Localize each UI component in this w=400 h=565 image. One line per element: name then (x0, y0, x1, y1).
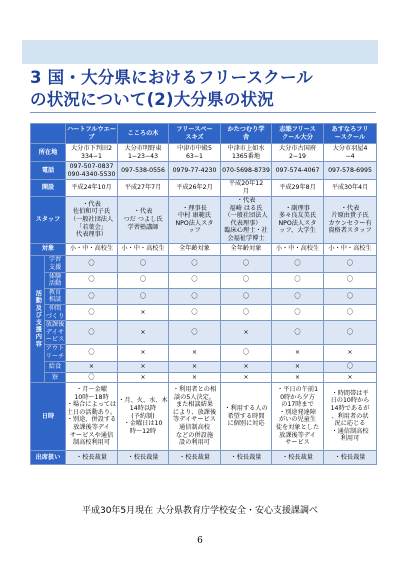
cell-line: に個別に対応 (227, 420, 265, 428)
cell-staff (169, 197, 221, 244)
circle-mark: 〇 (118, 255, 169, 272)
cell-line: 設の利用可 (179, 439, 210, 447)
row-phone (31, 162, 377, 180)
cell-staff (118, 197, 169, 244)
source-caption: 平成30年5月現在 大分県教育庁学校安全・安心支援課調べ (81, 506, 319, 516)
cell-line: ・時間帯は平 (331, 389, 369, 397)
cell-line: あすなろフリ (331, 125, 369, 133)
cell-line: （一般社団法人 (224, 212, 268, 220)
cell-line: 10時〜18時 (74, 393, 109, 401)
cell-phone (324, 162, 377, 180)
free-school-table (30, 123, 377, 465)
cell-line: 会福祉学博士 (227, 234, 265, 242)
cell-line: −4 (345, 152, 355, 160)
cell-line: ・金曜日は10 (123, 420, 163, 428)
title-line-1: 3 国・大分県におけるフリースクール (30, 68, 314, 87)
circle-mark: 〇 (118, 288, 169, 304)
column-header (272, 124, 324, 144)
cell-line: 給食 (48, 363, 62, 371)
circle-mark: 〇 (169, 288, 221, 304)
row-activity (31, 321, 377, 345)
column-header (324, 124, 377, 144)
cell-line: ービス (45, 336, 65, 344)
activity-label (45, 372, 66, 382)
header-corner (31, 124, 66, 144)
cell-opened (324, 180, 377, 197)
title-line-2: の状況について(2)大分県の状況 (30, 90, 274, 109)
cell-schedule (118, 382, 169, 450)
cell-line: 平成20年12 (228, 180, 264, 188)
cell-line: リーチ (45, 352, 65, 360)
cell-line: 大分市羽屋4 (332, 144, 368, 152)
cell-line: 334−1 (81, 152, 102, 160)
cell-line: 福崎 はる氏 (229, 204, 263, 212)
activity-label (45, 304, 66, 320)
cell-line: 支援 (48, 263, 62, 271)
cell-line: ッフ (188, 227, 201, 235)
cross-mark: × (118, 372, 169, 382)
cell-line: ・通信制高校 (331, 427, 369, 435)
cell-line: 通信制高校 (179, 424, 210, 431)
circle-mark: 〇 (169, 321, 221, 345)
circle-mark: 〇 (221, 255, 272, 272)
circle-mark: 〇 (66, 255, 118, 272)
cell-opened (221, 180, 272, 197)
cell-line: 代表理事） (230, 219, 262, 227)
cell-attendance: ・校長裁量 (272, 450, 324, 464)
cell-schedule (221, 382, 272, 450)
cell-line: かたつむり学 (227, 125, 265, 133)
cell-line: ッフ、大学生 (279, 227, 316, 235)
cross-mark: × (66, 361, 118, 372)
circle-mark: 〇 (221, 304, 272, 320)
cell-phone (221, 162, 272, 180)
row-label-opened: 開設 (31, 180, 66, 197)
circle-mark: 〇 (169, 304, 221, 320)
circle-mark: 〇 (272, 288, 324, 304)
page-number: 6 (197, 536, 203, 546)
cell-line: 小・中・高校生 (328, 245, 372, 253)
cell-line: 2−19 (289, 152, 306, 160)
cell-line: 活動 (48, 280, 62, 288)
page-title (30, 67, 390, 111)
cell-line: 中津市中殿5 (177, 144, 212, 152)
cell-opened (272, 180, 324, 197)
cell-line: 全年齢対象 (230, 245, 262, 253)
cell-target (169, 243, 221, 255)
row-label-location: 所在地 (31, 144, 66, 162)
cross-mark: × (272, 372, 324, 382)
row-activity (31, 288, 377, 304)
cell-opened (66, 180, 118, 197)
cell-line: ・代表 (82, 200, 101, 208)
cell-line: つだ つよし氏 (123, 215, 163, 223)
cell-line: 資格者スタッフ (328, 227, 372, 235)
cross-mark: × (324, 344, 377, 361)
cell-line: 代表理事） (76, 231, 107, 239)
cell-staff (66, 197, 118, 244)
circle-mark: 〇 (66, 288, 118, 304)
cell-line: 放課後等デイ (73, 424, 110, 431)
circle-mark: 〇 (324, 288, 377, 304)
cell-line: 体験 (48, 272, 62, 280)
cross-mark: × (118, 361, 169, 372)
cell-line: また相談結果 (175, 401, 214, 409)
cell-line: 利用可 (340, 435, 360, 443)
cell-line: 等デイサービス (173, 416, 216, 424)
cell-line: 志築フリース (279, 125, 316, 133)
cell-line: 希望する時間 (227, 412, 265, 420)
cross-mark: × (221, 372, 272, 382)
cell-line: 佐伯和可子氏 (72, 208, 111, 216)
cell-location (221, 144, 272, 162)
circle-mark: 〇 (66, 372, 118, 382)
cell-staff (221, 197, 272, 244)
cross-mark: × (324, 372, 377, 382)
cell-line: 14時であるが (330, 405, 370, 413)
cell-phone (169, 162, 221, 180)
cell-line: 大分市下判田2 (70, 144, 113, 152)
cell-line: 平成24年10月 (71, 184, 112, 192)
cell-line: 多々良友美氏 (278, 212, 317, 220)
circle-mark: 〇 (324, 321, 377, 345)
cell-line: 時〜12時 (129, 427, 157, 435)
row-label-schedule: 日時 (31, 382, 66, 450)
cell-line: ・代表 (133, 208, 153, 216)
cross-mark: × (272, 344, 324, 361)
cell-line: ・代表 (340, 204, 360, 212)
cell-location (272, 144, 324, 162)
cell-line: ・平日の午前1 (276, 386, 319, 394)
cell-line: ・場合によっては (66, 401, 117, 409)
cell-line: 臨床心理士・社 (224, 227, 268, 235)
row-activity (31, 344, 377, 361)
circle-mark: 〇 (272, 272, 324, 288)
cell-phone (66, 162, 118, 180)
cell-line: 中津市上如水 (227, 144, 265, 152)
cell-line: 放課後等デイ (279, 431, 316, 439)
circle-mark: 〇 (324, 272, 377, 288)
activity-label (45, 344, 66, 361)
cell-line: 070-5698-8739 (222, 166, 270, 174)
cell-opened (118, 180, 169, 197)
cell-schedule (66, 382, 118, 450)
cross-mark: × (169, 372, 221, 382)
cell-line: 14時以降 (129, 405, 157, 413)
cell-line: 小・中・高校生 (121, 245, 165, 253)
cell-line: などの併設施 (175, 431, 214, 439)
cell-line: 63−1 (186, 152, 203, 160)
cell-line: （一般社団法人 (69, 215, 114, 223)
cell-line: 1−23−43 (127, 152, 159, 160)
cell-staff (324, 197, 377, 244)
cell-line: 、利用者の状 (331, 412, 369, 420)
activity-label (45, 361, 66, 372)
row-label-attendance: 出席扱い (31, 450, 66, 464)
cell-location (66, 144, 118, 162)
cell-line: 制高校利用可 (72, 439, 111, 447)
cell-line: 大分市明野東 (124, 144, 162, 152)
row-schedule (31, 382, 377, 450)
circle-mark: 〇 (272, 304, 324, 320)
row-activity (31, 304, 377, 320)
cell-line: フリースペー (176, 125, 213, 133)
cell-schedule (324, 382, 377, 450)
cell-staff (272, 197, 324, 244)
cell-line: 徒を対象とした (275, 424, 320, 431)
cell-line: 学習塾講師 (127, 223, 159, 231)
cell-line: 況に応じる (334, 420, 366, 428)
cell-line: ・別途発達障 (278, 408, 317, 416)
row-label-staff: スタッフ (31, 197, 66, 244)
cell-target (118, 243, 169, 255)
cell-line: カウンセラー有 (328, 219, 372, 227)
top-banner-bar (22, 40, 378, 64)
cell-line: サービス (285, 439, 310, 447)
column-header (221, 124, 272, 144)
cell-line: 教育 (48, 288, 62, 296)
circle-mark: 〇 (221, 344, 272, 361)
circle-mark: 〇 (66, 304, 118, 320)
circle-mark: 〇 (169, 255, 221, 272)
cell-line: ースクール (334, 133, 366, 141)
circle-mark: 〇 (66, 344, 118, 361)
header-row (31, 124, 377, 144)
cell-line: 放課後 (45, 321, 65, 329)
circle-mark: 〇 (118, 272, 169, 288)
cell-target (272, 243, 324, 255)
row-activity (31, 272, 377, 288)
cell-schedule (169, 382, 221, 450)
cell-line: サービスや通信 (69, 431, 114, 439)
row-target (31, 243, 377, 255)
cell-attendance: ・校長裁量 (221, 450, 272, 464)
cell-line: 中村 康範氏 (178, 212, 211, 220)
cell-opened (169, 180, 221, 197)
circle-mark: 〇 (66, 321, 118, 345)
cross-mark: × (169, 344, 221, 361)
circle-mark: 〇 (221, 272, 272, 288)
cell-line: 大分市古国府 (278, 144, 317, 152)
circle-mark: 〇 (324, 361, 377, 372)
cell-attendance: ・校長裁量 (66, 450, 118, 464)
cell-line: NPO法人スタ (278, 219, 317, 227)
row-location (31, 144, 377, 162)
column-header (118, 124, 169, 144)
cross-mark: × (221, 361, 272, 372)
cell-line: (予約制) (131, 412, 155, 420)
title-underline (30, 112, 376, 113)
cell-line: 090-4340-5530 (67, 170, 116, 178)
circle-mark: 〇 (169, 272, 221, 288)
row-attendance (31, 450, 377, 464)
cell-line: づくり (45, 312, 65, 320)
cell-line: こころの木 (127, 129, 159, 137)
cell-line: 0時から夕方 (280, 393, 315, 401)
cell-line: ・代表 (236, 197, 256, 204)
column-header (66, 124, 118, 144)
circle-mark: 〇 (221, 288, 272, 304)
cell-line: ・利用者との相 (172, 386, 217, 394)
cell-line: NPO法人スタ (175, 219, 214, 227)
cell-attendance: ・校長裁量 (324, 450, 377, 464)
cell-line: 全年齢対象 (179, 245, 210, 253)
cross-mark: × (169, 361, 221, 372)
row-staff (31, 197, 377, 244)
cell-line: 1365番地 (231, 152, 261, 160)
circle-mark: 〇 (66, 272, 118, 288)
cell-line: ハートフルウエー (66, 125, 117, 133)
row-opened (31, 180, 377, 197)
cross-mark: × (118, 321, 169, 345)
row-activity (31, 255, 377, 272)
activity-label (45, 255, 66, 272)
cell-target (324, 243, 377, 255)
cell-line: 平成30年4月 (331, 184, 369, 192)
circle-mark: 〇 (324, 255, 377, 272)
cross-mark: × (118, 344, 169, 361)
cell-line: 寮 (51, 373, 59, 381)
cell-line: 学習 (48, 255, 62, 263)
cell-phone (272, 162, 324, 180)
column-header (169, 124, 221, 144)
cell-line: の17時まで (281, 401, 314, 409)
cell-line: スキズ (185, 133, 204, 141)
row-activity (31, 361, 377, 372)
cell-line: 土日の活動あり。 (66, 408, 117, 416)
cell-line: 平成27年7月 (124, 184, 162, 192)
cell-line: により、放課後 (172, 408, 217, 416)
cell-line: 月 (242, 188, 250, 195)
row-label-phone: 電話 (31, 162, 66, 180)
cell-line: 片原由貴子氏 (331, 212, 369, 220)
circle-mark: 〇 (272, 255, 324, 272)
cross-mark: × (118, 304, 169, 320)
circle-mark: 〇 (324, 304, 377, 320)
cell-line: 小・中・高校生 (275, 245, 320, 253)
cell-location (118, 144, 169, 162)
cell-line: ・利用する人の (224, 405, 268, 413)
cell-line: 097-507-0837 (69, 162, 114, 170)
cell-target (221, 243, 272, 255)
cell-line: ・副理事 (285, 204, 310, 212)
activity-group-label: 活動及び支援内容 (31, 255, 45, 382)
cell-line: 平成29年8月 (279, 184, 316, 192)
cell-line: クール大分 (282, 133, 313, 141)
cell-target (66, 243, 118, 255)
activity-label (45, 288, 66, 304)
cell-line: 097-574-4067 (275, 166, 320, 174)
cell-line: 仲間 (48, 304, 62, 312)
cell-line: 談の5人決定。 (173, 393, 216, 401)
row-label-target: 対象 (31, 243, 66, 255)
cell-schedule (272, 382, 324, 450)
activity-label (45, 272, 66, 288)
circle-mark: 〇 (272, 321, 324, 345)
cell-line: ・月〜金曜 (76, 386, 107, 394)
cell-line: ・月、火、水、木 (118, 397, 168, 405)
cell-line: 「若葉会」 (76, 223, 107, 231)
cell-line: アウト (45, 345, 65, 353)
cell-line: 097-538-0556 (121, 166, 165, 174)
cell-line: 日の10時から (330, 397, 370, 405)
cell-location (324, 144, 377, 162)
cell-line: がいの児童生 (278, 416, 317, 424)
cross-mark: × (221, 321, 272, 345)
cell-line: ブ (88, 133, 95, 141)
row-activity (31, 372, 377, 382)
cell-line: 舎 (242, 133, 250, 141)
cell-line: ・理事長 (182, 204, 207, 212)
cell-attendance: ・校長裁量 (118, 450, 169, 464)
cell-line: 097-578-6995 (328, 166, 372, 174)
cell-phone (118, 162, 169, 180)
activity-label (45, 321, 66, 345)
cell-location (169, 144, 221, 162)
cell-line: 小・中・高校生 (69, 245, 114, 253)
cell-line: デイサ (45, 328, 65, 336)
cell-line: 0979-77-4230 (172, 166, 217, 174)
cell-line: 平成26年2月 (176, 184, 213, 192)
cell-attendance: ・校長裁量 (169, 450, 221, 464)
cross-mark: × (272, 361, 324, 372)
cell-line: 相談 (48, 296, 62, 304)
cell-line: ・別途、併設する (66, 416, 117, 424)
